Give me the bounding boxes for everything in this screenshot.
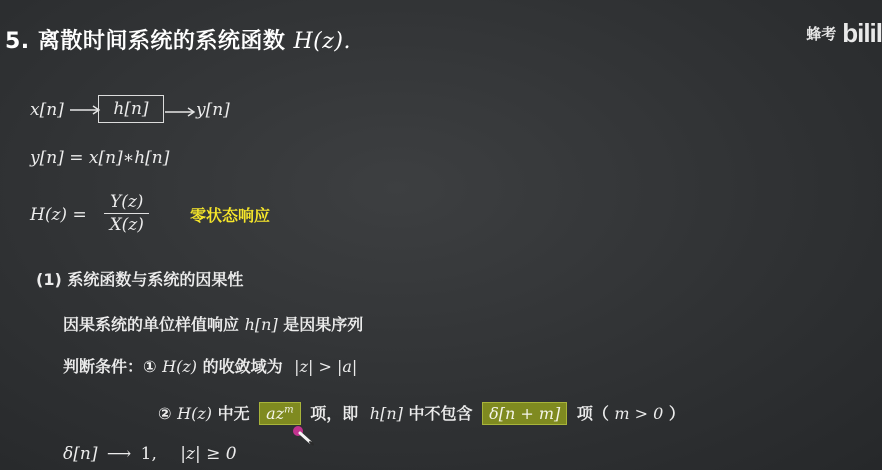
impulse-response: h[n]: [113, 99, 149, 119]
cond1-roc: |z| > |a|: [294, 357, 358, 376]
system-input: [30, 100, 102, 120]
title-math: H(z).: [293, 29, 351, 54]
arrow-right-icon: [70, 104, 102, 116]
causal-math: h[n]: [244, 315, 278, 334]
input-signal: x[n]: [30, 100, 64, 120]
cond1-math: H(z): [162, 357, 197, 376]
cond2-after: 项，即: [310, 404, 359, 423]
output-signal: y[n]: [196, 100, 230, 120]
delta-rhs: 1,: [140, 444, 157, 464]
watermark: [806, 18, 882, 49]
causal-suffix: 是因果序列: [283, 315, 364, 334]
cond2-close: ）: [668, 404, 685, 423]
section-heading: (1) 系统函数与系统的因果性: [36, 270, 244, 289]
causal-prefix: 因果系统的单位样值响应: [63, 315, 240, 334]
cond1-prefix: 判断条件：①: [63, 357, 163, 376]
cond2-prefix: ②: [158, 404, 178, 423]
highlight-az-term: $az^m$: [259, 402, 300, 425]
system-box: [98, 95, 164, 123]
delta-lhs: δ[n]: [63, 444, 98, 464]
cond2-mid: 中无: [217, 404, 250, 423]
cond2-math2: h[n]: [369, 404, 403, 423]
highlight-delta-term: δ[n + m]: [482, 402, 567, 425]
fraction-numerator: Y(z): [104, 191, 149, 214]
watermark-text: 蜂考: [806, 25, 837, 43]
pen-cursor-icon: [292, 426, 318, 450]
transfer-fraction: [104, 191, 149, 236]
cond1-mid: 的收敛域为: [202, 357, 283, 376]
cond2-mid2: 中不包含: [408, 404, 473, 423]
cond2-math: H(z): [177, 404, 212, 423]
condition-2: [158, 401, 685, 424]
exponent: m: [284, 404, 294, 416]
delta-transform: [63, 444, 237, 464]
page-title: [5, 24, 351, 55]
arrow-right-icon: [165, 103, 197, 122]
transfer-lhs: H(z) =: [30, 205, 87, 225]
cond2-end: 项（: [576, 404, 609, 423]
delta-arrow: ⟶: [106, 444, 132, 464]
convolution-equation: y[n] = x[n]∗h[n]: [30, 148, 170, 168]
fraction-denominator: X(z): [109, 215, 144, 235]
zero-state-label: 零状态响应: [190, 206, 271, 225]
title-text: 5. 离散时间系统的系统函数: [5, 29, 286, 54]
causal-statement: [63, 312, 363, 335]
bilibili-logo: bilil: [842, 18, 882, 48]
cond2-cond: m > 0: [614, 404, 664, 423]
condition-1: [63, 354, 357, 377]
delta-roc: |z| ≥ 0: [180, 444, 237, 464]
